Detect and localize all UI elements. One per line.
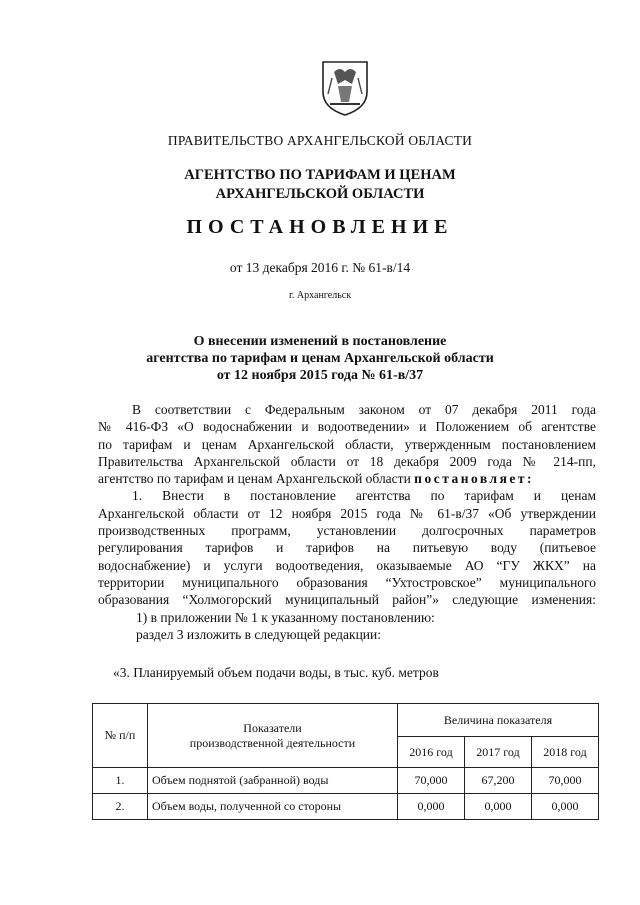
body-line: Архангельской области от 12 ноября 2015 года № 61-в/37 «Об утверждении — [98, 505, 596, 521]
subject-line: О внесении изменений в постановление — [193, 334, 447, 349]
column-header-line: производственной деятельности — [189, 735, 356, 750]
body-line: образования “Холмогорский муниципальный район”» следующие изменения: — [98, 592, 596, 608]
document-type-title: ПОСТАНОВЛЕНИЕ — [186, 216, 454, 238]
city-name: г. Архангельск — [288, 290, 352, 301]
date-and-number: от 13 декабря 2016 г. № 61-в/14 — [229, 260, 411, 275]
row-value: 70,000 — [398, 768, 465, 794]
body-line: Правительства Архангельской области от 18 декабря 2009 года № 214-пп, — [98, 453, 596, 469]
body-line: В соответствии с Федеральным законом от 07 декабря 2011 года — [132, 402, 596, 417]
agency-name-line: АРХАНГЕЛЬСКОЙ ОБЛАСТИ — [215, 186, 425, 202]
subject-line: агентства по тарифам и ценам Архангельской области — [146, 351, 494, 366]
decree-body — [98, 401, 596, 643]
decree-subject — [0, 333, 640, 384]
row-number: 2. — [93, 794, 148, 820]
government-name: ПРАВИТЕЛЬСТВО АРХАНГЕЛЬСКОЙ ОБЛАСТИ — [167, 133, 473, 148]
coat-of-arms-emblem — [318, 58, 372, 118]
resolves-word: постановляет: — [414, 471, 535, 487]
table-row — [93, 794, 599, 820]
row-value: 0,000 — [398, 794, 465, 820]
body-line: 1. Внести в постановление агентства по тарифам и ценам — [132, 488, 596, 504]
section-heading: «3. Планируемый объем подачи воды, в тыс. куб. метров — [113, 665, 439, 680]
row-indicator: Объем воды, полученной со стороны — [148, 794, 398, 820]
body-line: 1) в приложении № 1 к указанному постановлению: — [136, 609, 435, 625]
column-header-number: № п/п — [93, 704, 148, 768]
column-header-value: Величина показателя — [398, 704, 599, 737]
column-header-year: 2017 год — [465, 737, 532, 768]
agency-name — [0, 166, 640, 204]
body-line — [98, 470, 596, 487]
column-header-line: Показатели — [243, 720, 302, 735]
body-line: территории муниципального образования “Ухтостровское” муниципального — [98, 574, 596, 590]
row-value: 70,000 — [532, 768, 599, 794]
water-volume-table — [92, 703, 599, 820]
row-value: 0,000 — [532, 794, 599, 820]
agency-name-line: АГЕНТСТВО ПО ТАРИФАМ И ЦЕНАМ — [184, 167, 456, 183]
row-value: 67,200 — [465, 768, 532, 794]
column-header-indicator — [148, 704, 398, 768]
body-line: раздел 3 изложить в следующей редакции: — [136, 626, 382, 642]
body-line: производственных программ, установлении долгосрочных параметров — [98, 523, 596, 539]
table-row — [93, 768, 599, 794]
body-line: по тарифам и ценам Архангельской области, утвержденным постановлением — [98, 436, 596, 452]
body-line: водоснабжение) и услуги водоотведения, оказываемые АО “ГУ ЖКХ” на — [98, 557, 596, 573]
row-value: 0,000 — [465, 794, 532, 820]
subject-line: от 12 ноября 2015 года № 61-в/37 — [216, 368, 424, 383]
body-line: № 416-ФЗ «О водоснабжении и водоотведении» и Положением об агентстве — [98, 419, 596, 435]
row-number: 1. — [93, 768, 148, 794]
row-indicator: Объем поднятой (забранной) воды — [148, 768, 398, 794]
body-line: регулирования тарифов и тарифов на питьевую воду (питьевое — [98, 540, 596, 556]
column-header-year: 2018 год — [532, 737, 599, 768]
column-header-year: 2016 год — [398, 737, 465, 768]
body-text: агентство по тарифам и ценам Архангельской области — [98, 471, 415, 487]
